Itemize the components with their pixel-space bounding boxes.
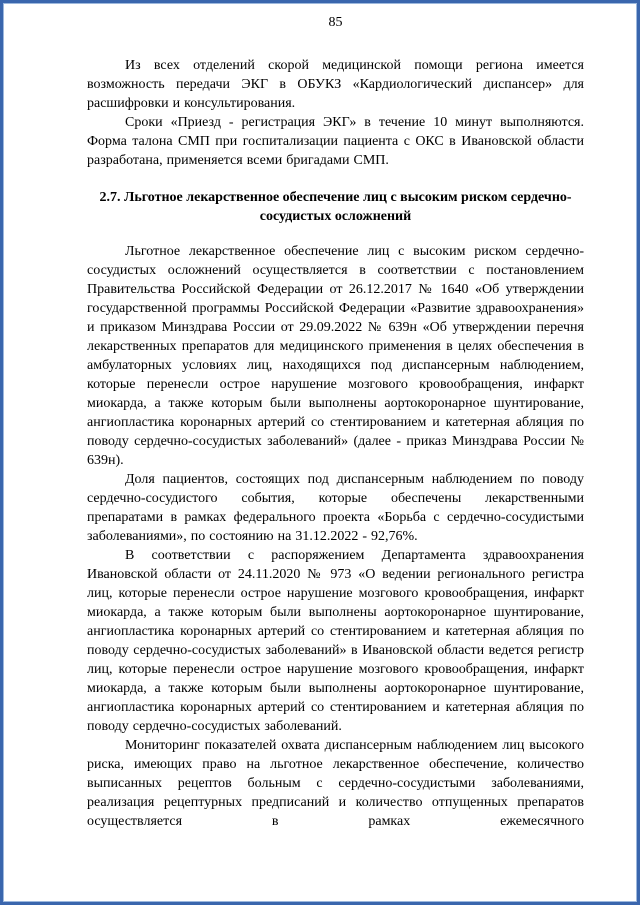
- paragraph-monitoring: Мониторинг показателей охвата диспансерным наблюдением лиц высокого риска, имеющих право на льготное лекарственное обеспечение, количество выписанных рецептов больным с сердечно-сосудистыми заболеваниями, реализация рецептурных предписаний и количество отпущенных препаратов осуществляется в рамках ежемесячного: [87, 738, 584, 829]
- paragraph-regional-registry: В соответствии с распоряжением Департамента здравоохранения Ивановской области от 24.11.2020 № 973 «О ведении регионального регистра лиц, которые перенесли острое нарушение мозгового кровообращения, инфаркт миокарда, а также которым были выполнены аортокоронарное шунтирование, ангиопластика коронарных артерий со стентированием и катетерная абляция по поводу сердечно-сосудистых заболеваний» в Ивановской области ведется регистр лиц, которые перенесли острое нарушение мозгового кровообращения, инфаркт миокарда, а также которым были выполнены аортокоронарное шунтирование, ангиопластика коронарных артерий со стентированием и катетерная абляция по поводу сердечно-сосудистых заболеваний.: [87, 548, 584, 734]
- paragraph-legal-basis: Льготное лекарственное обеспечение лиц с высоким риском сердечно-сосудистых осложнений осуществляется в соответствии с постановлением Правительства Российской Федерации от 26.12.2017 № 1640 «Об утверждении государственной программы Российской Федерации «Развитие здравоохранения» и приказом Минздрава России от 29.09.2022 № 639н «Об утверждении перечня лекарственных препаратов для медицинского применения в целях обеспечения в амбулаторных условиях лиц, находящихся под диспансерным наблюдением, которые перенесли острое нарушение мозгового кровообращения, инфаркт миокарда, а также которым были выполнены аортокоронарное шунтирование, ангиопластика коронарных артерий со стентированием и катетерная абляция по поводу сердечно-сосудистых заболеваний» (далее - приказ Минздрава России № 639н).: [87, 244, 584, 468]
- paragraph-patient-share: Доля пациентов, состоящих под диспансерным наблюдением по поводу сердечно-сосудистого события, которые обеспечены лекарственными препаратами в рамках федерального проекта «Борьба с сердечно-сосудистыми заболеваниями», по состоянию на 31.12.2022 - 92,76%.: [87, 472, 584, 544]
- page-number: 85: [328, 15, 343, 30]
- section-heading-2-7: 2.7. Льготное лекарственное обеспечение лиц с высоким риском сердечно-сосудистых осложнений: [99, 190, 572, 224]
- paragraph-ecg-transfer: Из всех отделений скорой медицинской помощи региона имеется возможность передачи ЭКГ в ОБУКЗ «Кардиологический диспансер» для расшифровки и консультирования.: [87, 58, 584, 111]
- paragraph-smp-terms: Сроки «Приезд - регистрация ЭКГ» в течение 10 минут выполняются. Форма талона СМП при госпитализации пациента с ОКС в Ивановской области разработана, применяется всеми бригадами СМП.: [87, 115, 584, 168]
